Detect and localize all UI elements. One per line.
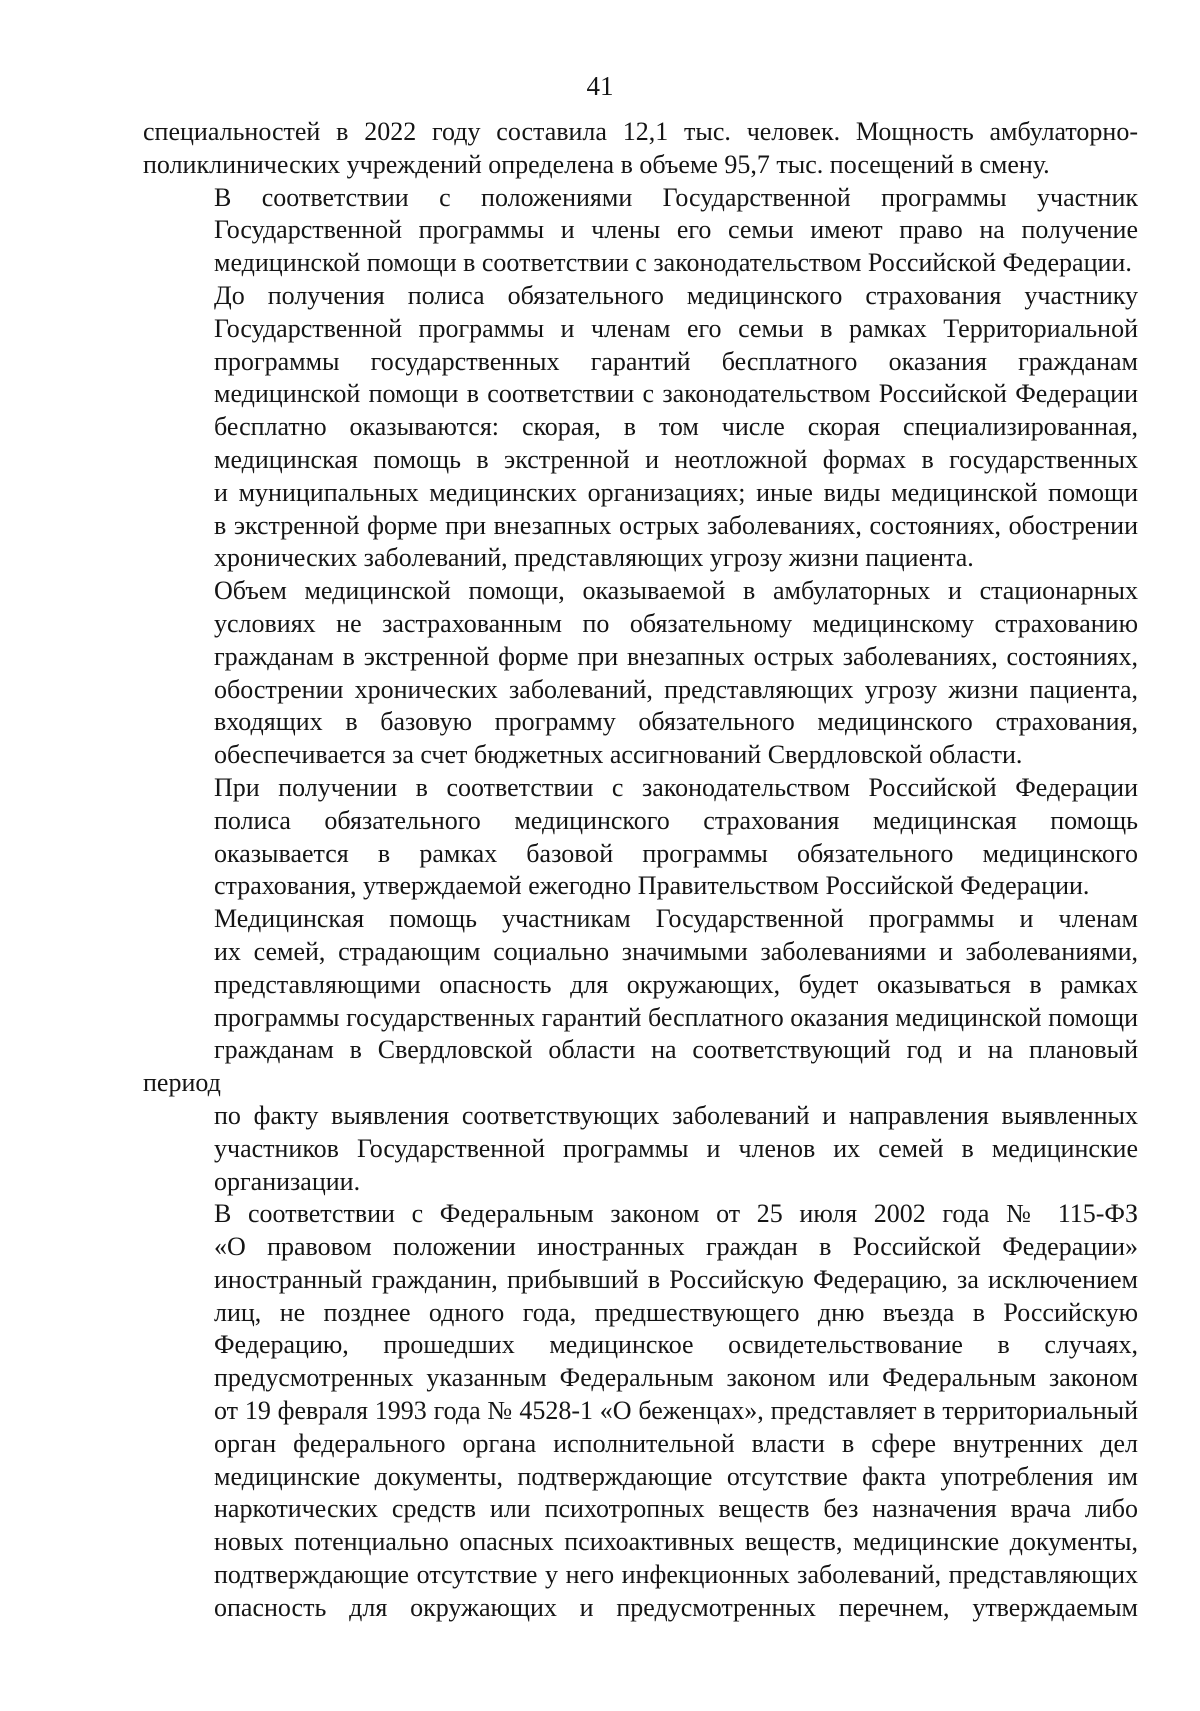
text-line: Медицинская помощь участникам Государственной программы и членам: [214, 904, 1138, 934]
text-line: Государственной программы и членам его семьи в рамках Территориальной: [214, 313, 1138, 343]
text-line: Государственной программы и члены его семьи имеют право на получение: [214, 215, 1138, 245]
text-line: поликлинических учреждений определена в объеме 95,7 тыс. посещений в смену.: [143, 149, 1050, 179]
text-line: от 19 февраля 1993 года № 4528-1 «О беженцах», представляет в территориальный: [214, 1396, 1138, 1426]
text-line: обострении хронических заболеваний, представляющих угрозу жизни пациента,: [214, 674, 1138, 704]
page-number: 41: [586, 71, 614, 101]
text-line: гражданам в Свердловской области на соответствующий год и на плановый период: [143, 1035, 1138, 1098]
text-line: предусмотренных указанным Федеральным законом или Федеральным законом: [214, 1363, 1138, 1393]
text-line: Федерацию, прошедших медицинское освидетельствование в случаях,: [214, 1330, 1138, 1360]
text-line: наркотических средств или психотропных веществ без назначения врача либо: [214, 1494, 1138, 1524]
text-line: гражданам в экстренной форме при внезапных острых заболеваниях, состояниях,: [214, 641, 1138, 671]
text-line: При получении в соответствии с законодательством Российской Федерации: [214, 772, 1138, 802]
text-line: по факту выявления соответствующих заболеваний и направления выявленных: [214, 1100, 1138, 1130]
text-line: программы государственных гарантий бесплатного оказания медицинской помощи: [214, 1002, 1138, 1032]
text-line: участников Государственной программы и членов их семей в медицинские: [214, 1133, 1138, 1163]
text-line: лиц, не позднее одного года, предшествующего дню въезда в Российскую: [214, 1297, 1138, 1327]
text-line: условиях не застрахованным по обязательному медицинскому страхованию: [214, 608, 1138, 638]
text-line: Объем медицинской помощи, оказываемой в амбулаторных и стационарных: [214, 576, 1138, 606]
text-line: полиса обязательного медицинского страхования медицинская помощь: [214, 805, 1138, 835]
paragraph: [143, 903, 1138, 1198]
text-line: представляющими опасность для окружающих, будет оказываться в рамках: [214, 969, 1138, 999]
text-line: обеспечивается за счет бюджетных ассигнований Свердловской области.: [214, 740, 1023, 770]
text-line: специальностей в 2022 году составила 12,1 тыс. человек. Мощность амбулаторно-: [143, 117, 1138, 146]
paragraph: [143, 280, 1138, 575]
text-line: бесплатно оказываются: скорая, в том числе скорая специализированная,: [214, 412, 1138, 442]
text-line: их семей, страдающим социально значимыми заболеваниями и заболеваниями,: [214, 936, 1138, 966]
text-line: программы государственных гарантий бесплатного оказания гражданам: [214, 346, 1138, 376]
text-line: иностранный гражданин, прибывший в Российскую Федерацию, за исключением: [214, 1264, 1138, 1294]
paragraph: [143, 1198, 1138, 1624]
text-line: и муниципальных медицинских организациях; иные виды медицинской помощи: [214, 477, 1138, 507]
text-line: орган федерального органа исполнительной власти в сфере внутренних дел: [214, 1428, 1138, 1458]
paragraph: [143, 182, 1138, 280]
text-line: хронических заболеваний, представляющих угрозу жизни пациента.: [214, 543, 974, 573]
text-line: медицинской помощи в соответствии с законодательством Российской Федерации.: [214, 248, 1132, 278]
text-line: «О правовом положении иностранных граждан в Российской Федерации»: [214, 1232, 1138, 1262]
text-line: медицинской помощи в соответствии с законодательством Российской Федерации: [214, 379, 1138, 409]
text-line: В соответствии с Федеральным законом от 25 июля 2002 года № 115-ФЗ: [214, 1199, 1138, 1229]
text-line: До получения полиса обязательного медицинского страхования участнику: [214, 280, 1138, 310]
text-line: медицинские документы, подтверждающие отсутствие факта употребления им: [214, 1461, 1138, 1491]
text-line: страхования, утверждаемой ежегодно Правительством Российской Федерации.: [214, 871, 1090, 901]
paragraph: [143, 575, 1138, 772]
text-line: В соответствии с положениями Государственной программы участник: [214, 182, 1138, 212]
text-line: оказывается в рамках базовой программы обязательного медицинского: [214, 838, 1138, 868]
text-line: организации.: [214, 1166, 361, 1196]
paragraph: [143, 772, 1138, 903]
text-line: медицинская помощь в экстренной и неотложной формах в государственных: [214, 444, 1138, 474]
text-line: опасность для окружающих и предусмотренных перечнем, утверждаемым: [214, 1592, 1138, 1622]
text-line: входящих в базовую программу обязательного медицинского страхования,: [214, 707, 1138, 737]
text-line: подтверждающие отсутствие у него инфекционных заболеваний, представляющих: [214, 1560, 1138, 1590]
paragraph: [143, 116, 1138, 182]
text-line: новых потенциально опасных психоактивных веществ, медицинские документы,: [214, 1527, 1138, 1557]
document-body: [143, 116, 1138, 1625]
text-line: в экстренной форме при внезапных острых заболеваниях, состояниях, обострении: [214, 510, 1138, 540]
